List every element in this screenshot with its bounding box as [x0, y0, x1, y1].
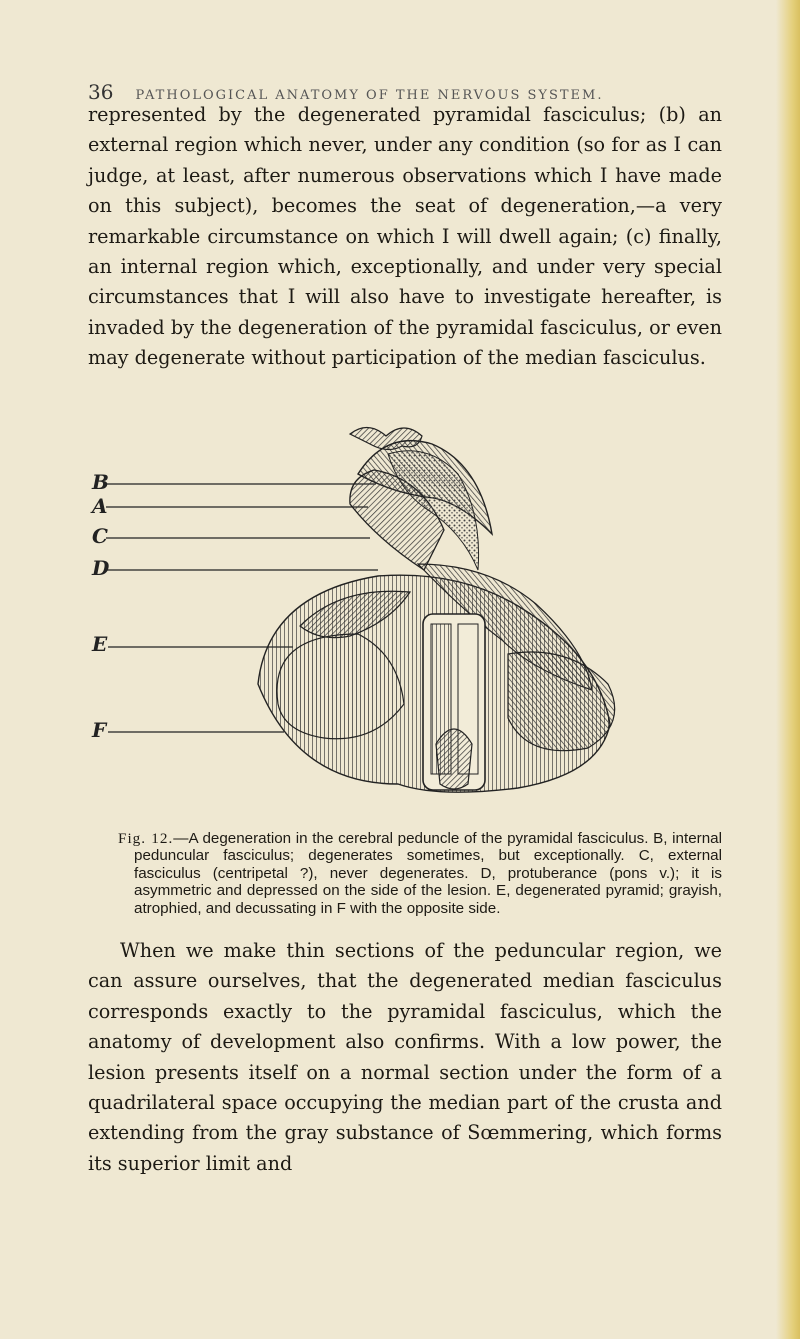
figure-12: [88, 414, 728, 826]
figure-label-d: D: [92, 556, 110, 580]
figure-label-c: C: [92, 524, 108, 548]
page-number: 36: [88, 80, 114, 104]
figure-label-a: A: [92, 494, 108, 518]
figure-label-f: F: [92, 718, 107, 742]
paragraph-1: represented by the degenerated pyramidal fasciculus; (b) an external region which never, under any condition (so for as I can judge, at least, after numerous observations which I have made on this subject), becomes the seat of degeneration,—a very remarkable circumstance on which I will dwell again; (c) finally, an internal region which, exceptionally, and under very special circumstances that I will also have to investigate hereafter, is invaded by the degeneration of the pyramidal fasciculus, or even may degenerate without participation of the median fasciculus.: [88, 103, 722, 370]
figure-label-b: B: [92, 470, 109, 494]
page-edge: [776, 0, 800, 1339]
paragraph-2: When we make thin sections of the peduncular region, we can assure ourselves, that the degenerated median fasciculus corresponds exactly to the pyramidal fasciculus, which the anatomy of development also confirms. With a low power, the lesion presents itself on a normal section under the form of a quadrilateral space occupying the median part of the crusta and extending from the gray substance of Sœmmering, which forms its superior limit and: [88, 939, 722, 1175]
caption-text: —A degeneration in the cerebral peduncle of the pyramidal fasciculus. B, internal peduncular fasciculus; degenerates sometimes, but exceptionally. C, external fasciculus (centripetal ?), never degenerates. D, protuberance (pons v.); it is asymmetric and depressed on the side of the lesion. E, degenerated pyramid; grayish, atrophied, and decussating in F with the opposite side.: [134, 830, 722, 917]
caption-figure-number: Fig. 12.: [118, 830, 174, 847]
figure-label-e: E: [92, 632, 108, 656]
peduncle-illustration: [88, 414, 728, 826]
running-title: PATHOLOGICAL ANATOMY OF THE NERVOUS SYSTEM.: [135, 88, 604, 103]
figure-caption: [118, 830, 722, 917]
